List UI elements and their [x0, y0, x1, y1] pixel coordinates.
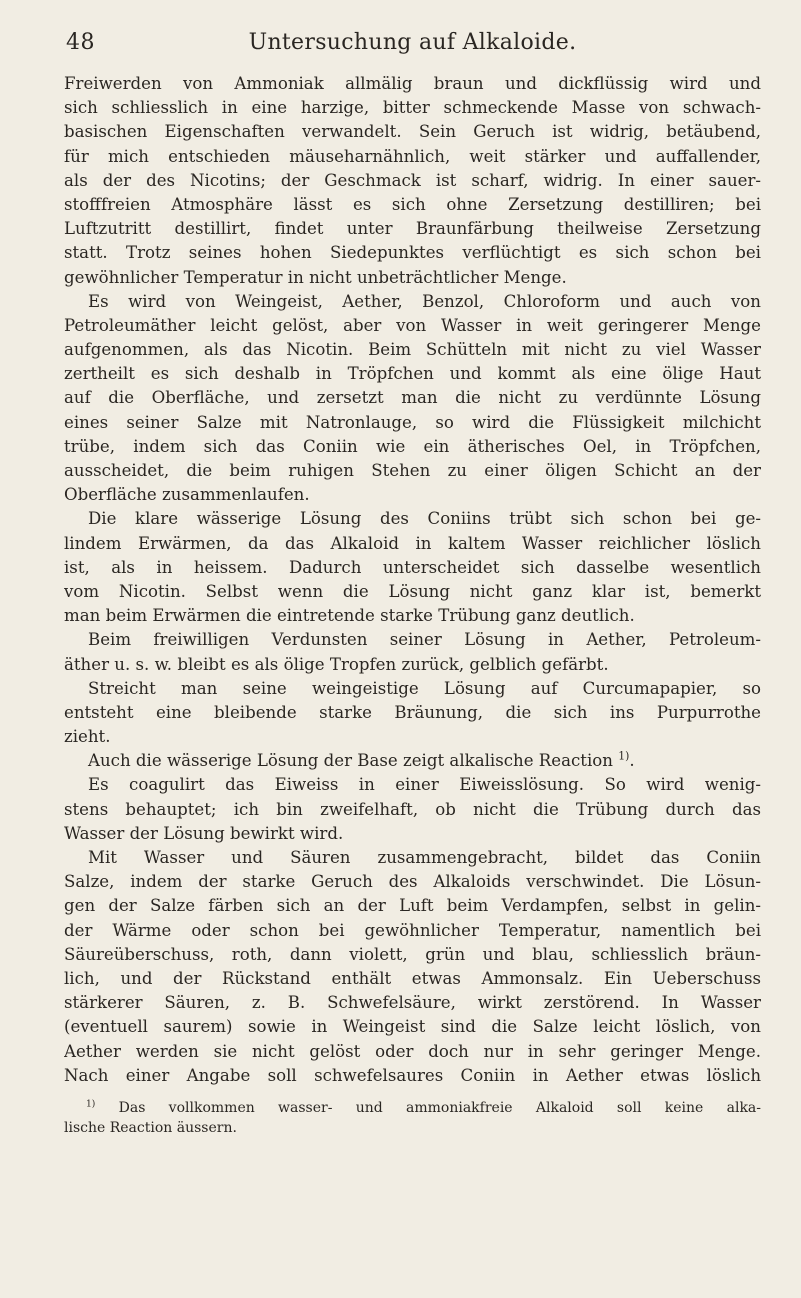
- footnote-mark: 1): [86, 1099, 96, 1110]
- text-line-with-footnote-ref: [64, 749, 761, 773]
- text-line: basischen Eigenschaften verwandelt. Sein Geruch ist widrig, betäubend,: [64, 122, 761, 142]
- footnote-ref: 1): [618, 749, 630, 763]
- text-line: Es wird von Weingeist, Aether, Benzol, Chloroform und auch von: [88, 291, 761, 311]
- text-line: entsteht eine bleibende starke Bräunung, die sich ins Purpurrothe: [64, 702, 761, 722]
- text-line: Mit Wasser und Säuren zusammengebracht, bildet das Coniin: [88, 848, 761, 867]
- footnote-text: lische Reaction äussern.: [64, 1119, 237, 1136]
- text-line: ausscheidet, die beim ruhigen Stehen zu einer öligen Schicht an der: [64, 461, 761, 480]
- footnotes: [64, 1098, 761, 1138]
- text-line: trübe, indem sich das Coniin wie ein ätherisches Oel, in Tröpfchen,: [64, 436, 761, 456]
- text-line: (eventuell saurem) sowie in Weingeist sind die Salze leicht löslich, von: [64, 1017, 761, 1037]
- text-line: Freiwerden von Ammoniak allmälig braun und dickflüssig wird und: [64, 74, 761, 93]
- text-line: vom Nicotin. Selbst wenn die Lösung nicht ganz klar ist, bemerkt: [64, 581, 761, 601]
- text-line: auf die Oberfläche, und zersetzt man die nicht zu verdünnte Lösung: [64, 388, 761, 408]
- text-line: Nach einer Angabe soll schwefelsaures Coniin in Aether etwas löslich: [64, 1065, 761, 1085]
- text-line: der Wärme oder schon bei gewöhnlicher Temperatur, namentlich bei: [64, 920, 761, 940]
- text-line: Aether werden sie nicht gelöst oder doch nur in sehr geringer Menge.: [64, 1041, 761, 1061]
- text-line: stofffreien Atmosphäre lässt es sich ohne Zersetzung destilliren; bei: [64, 194, 761, 214]
- text-line: man beim Erwärmen die eintretende starke Trübung ganz deutlich.: [64, 606, 635, 626]
- text-line: lich, und der Rückstand enthält etwas Ammonsalz. Ein Ueberschuss: [64, 968, 761, 988]
- text-line: Streicht man seine weingeistige Lösung auf Curcumapapier, so: [88, 678, 761, 698]
- text-line: stärkerer Säuren, z. B. Schwefelsäure, wirkt zerstörend. In Wasser: [64, 993, 761, 1013]
- body-text: [64, 72, 761, 1088]
- text-line: Luftzutritt destillirt, findet unter Braunfärbung theilweise Zersetzung: [64, 219, 761, 239]
- running-head: Untersuchung auf Alkaloide.: [248, 30, 577, 55]
- text-line: für mich entschieden mäuseharnähnlich, weit stärker und auffallender,: [64, 146, 761, 166]
- page-number: 48: [66, 30, 95, 55]
- text-line: Auch die wässerige Lösung der Base zeigt alkalische Reaction: [88, 751, 613, 771]
- text-line: Die klare wässerige Lösung des Coniins trübt sich schon bei ge-: [88, 509, 761, 529]
- text-line: stens behauptet; ich bin zweifelhaft, ob nicht die Trübung durch das: [64, 799, 761, 819]
- footnote-text: Das vollkommen wasser- und ammoniakfreie Alkaloid soll keine alka-: [118, 1099, 761, 1116]
- text-line: sich schliesslich in eine harzige, bitter schmeckende Masse von schwach-: [64, 98, 761, 118]
- text-line: lindem Erwärmen, da das Alkaloid in kaltem Wasser reichlicher löslich: [64, 533, 761, 553]
- page-header: [64, 30, 761, 66]
- text-line: Petroleumäther leicht gelöst, aber von Wasser in weit geringerer Menge: [64, 315, 761, 335]
- text-line: statt. Trotz seines hohen Siedepunktes verflüchtigt es sich schon bei: [64, 243, 761, 263]
- text-line: ist, als in heissem. Dadurch unterscheidet sich dasselbe wesentlich: [64, 557, 761, 577]
- text-line: zertheilt es sich deshalb in Tröpfchen und kommt als eine ölige Haut: [64, 364, 761, 384]
- text-line: Oberfläche zusammenlaufen.: [64, 485, 310, 505]
- footnote: [64, 1098, 761, 1118]
- text-line: Salze, indem der starke Geruch des Alkaloids verschwindet. Die Lösun-: [64, 872, 761, 892]
- text-line: aufgenommen, als das Nicotin. Beim Schütteln mit nicht zu viel Wasser: [64, 340, 761, 360]
- text-line: zieht.: [64, 727, 111, 747]
- text-line: Es coagulirt das Eiweiss in einer Eiweisslösung. So wird wenig-: [88, 775, 761, 795]
- text-line: eines seiner Salze mit Natronlauge, so wird die Flüssigkeit milchicht: [64, 412, 761, 432]
- text-line: Säureüberschuss, roth, dann violett, grün und blau, schliesslich bräun-: [64, 944, 761, 964]
- text-line: gen der Salze färben sich an der Luft beim Verdampfen, selbst in gelin-: [64, 896, 761, 916]
- footnote-ref-suffix: .: [629, 751, 635, 771]
- text-line: gewöhnlicher Temperatur in nicht unbeträchtlicher Menge.: [64, 267, 567, 287]
- text-line: Wasser der Lösung bewirkt wird.: [64, 823, 344, 843]
- text-line: als der des Nicotins; der Geschmack ist scharf, widrig. In einer sauer-: [64, 170, 761, 190]
- text-line: äther u. s. w. bleibt es als ölige Tropfen zurück, gelblich gefärbt.: [64, 654, 609, 674]
- text-line: Beim freiwilligen Verdunsten seiner Lösung in Aether, Petroleum-: [88, 630, 761, 650]
